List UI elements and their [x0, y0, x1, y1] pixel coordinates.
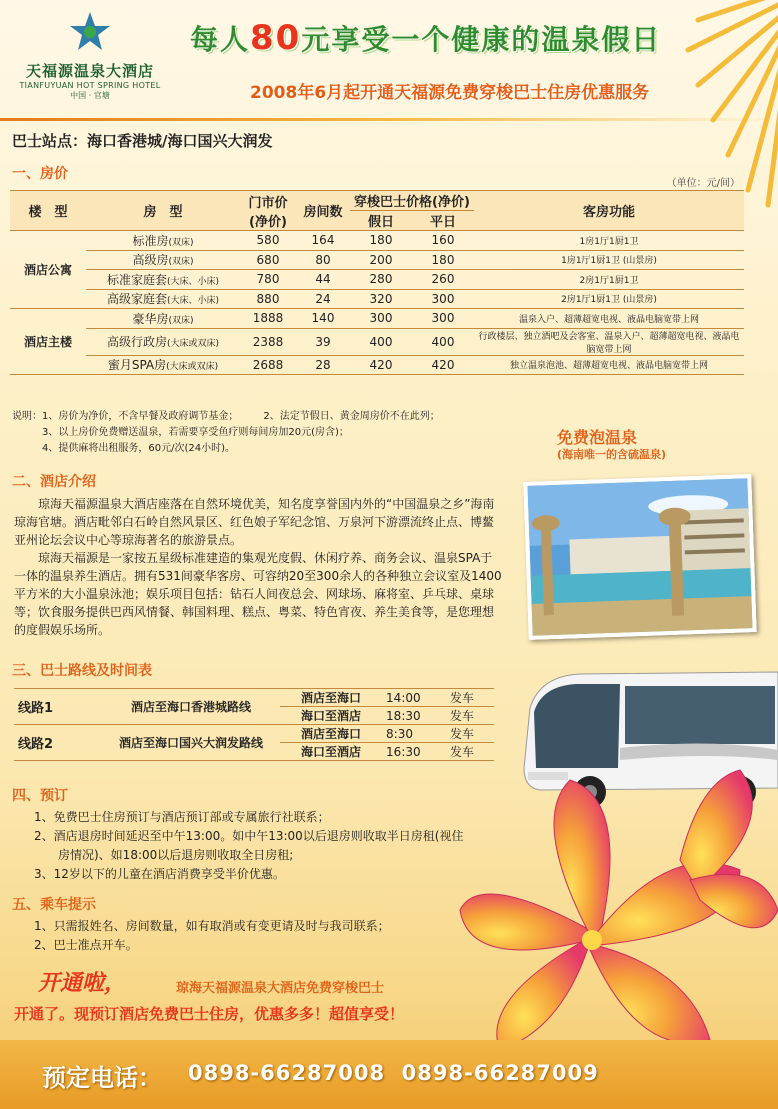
bed-note: (双床) — [168, 315, 194, 326]
booking-list — [34, 808, 464, 884]
bed-note: (大床、小床) — [166, 276, 220, 287]
phone-numbers[interactable]: 0898-66287008 0898-66287009 — [188, 1061, 599, 1085]
room-features: 行政楼层、独立酒吧及会客室、温泉入户、超薄超宽电视、液晶电脑宽带上网 — [474, 328, 744, 355]
room-type — [86, 270, 240, 290]
trip-time: 18:30 — [382, 707, 446, 725]
hotel-name-cn: 天福源温泉大酒店 — [25, 62, 154, 80]
room-name: 标准房 — [132, 233, 169, 248]
trip-time: 16:30 — [382, 743, 446, 761]
list-item: 3、12岁以下的儿童在酒店消费享受半价优惠。 — [34, 867, 285, 881]
room-name: 标准家庭套 — [106, 272, 167, 287]
bed-note: (双床) — [168, 237, 194, 248]
room-features: 1房1厅1厨1卫 (山景房) — [474, 250, 744, 270]
room-type — [86, 355, 240, 375]
holiday-price: 300 — [350, 309, 412, 329]
headline-suffix: 元享受一个健康的温泉假日 — [301, 23, 662, 56]
table-row — [10, 289, 744, 309]
header-rack: 门市价 (净价) — [240, 191, 296, 231]
price-table-body — [10, 231, 744, 375]
room-type — [86, 289, 240, 309]
section-title-tips: 五、乘车提示 — [12, 897, 96, 913]
bed-note: (大床、小床) — [166, 296, 220, 307]
room-type — [86, 250, 240, 270]
room-features: 2房1厅1厨1卫 — [474, 270, 744, 290]
trip-time: 8:30 — [382, 725, 446, 743]
table-row — [10, 328, 744, 355]
weekday-price: 180 — [412, 250, 474, 270]
promo-open-text: 开通啦， — [38, 970, 127, 996]
room-count: 140 — [296, 309, 350, 329]
hotel-intro — [14, 495, 504, 639]
section-title-intro: 二、酒店介绍 — [12, 474, 96, 490]
promo-line-1: 琼海天福源温泉大酒店免费穿梭巴士 — [176, 981, 385, 996]
room-name: 高级家庭套 — [106, 292, 167, 307]
header-count: 房间数 — [296, 191, 350, 231]
room-type — [86, 328, 240, 355]
room-features: 1房1厅1厨1卫 — [474, 231, 744, 251]
room-name: 高级房 — [132, 253, 169, 268]
header-features: 客房功能 — [474, 191, 744, 231]
trip-action: 发车 — [446, 743, 494, 761]
bed-note: (双床) — [168, 257, 194, 268]
note-line: 说明：1、房价为净价，不含早餐及政府调节基金； 2、法定节假日、黄金周房价不在此列； — [12, 411, 440, 422]
header-divider — [0, 118, 778, 121]
trip-action: 发车 — [446, 707, 494, 725]
bus-route: 酒店至海口香港城路线 — [102, 689, 280, 725]
price-table — [10, 190, 744, 375]
room-count: 80 — [296, 250, 350, 270]
hot-spring-title: 免费泡温泉 — [557, 428, 638, 447]
room-features: 2房1厅1厨1卫 (山景房) — [474, 289, 744, 309]
building-type: 酒店公寓 — [10, 231, 86, 309]
header-room: 房 型 — [86, 191, 240, 231]
trip-direction: 酒店至海口 — [280, 689, 382, 707]
headline-price: 80 — [250, 18, 302, 58]
room-name: 豪华房 — [132, 311, 169, 326]
list-item: 1、免费巴士住房预订与酒店预订部或专属旅行社联系； — [34, 810, 330, 824]
room-name: 蜜月SPA房 — [107, 358, 167, 373]
frangipani-flower-image — [440, 760, 778, 1060]
trip-action: 发车 — [446, 689, 494, 707]
trip-time: 14:00 — [382, 689, 446, 707]
price-unit: （单位：元/间） — [666, 178, 740, 189]
rack-price: 780 — [240, 270, 296, 290]
weekday-price: 300 — [412, 289, 474, 309]
header-holiday: 假日 — [350, 211, 412, 231]
note-line: 4、提供麻将出租服务，60元/次(24小时)。 — [12, 443, 235, 454]
header-building: 楼 型 — [10, 191, 86, 231]
intro-paragraph: 琼海天福源是一家按五星级标准建造的集观光度假、休闲疗养、商务会议、温泉SPA于一体的温泉养生酒店。拥有531间豪华客房、可容纳20至300余人的各种独立会议室及1400平方米的大小温泉泳池；娱乐项目包括：钻石人间夜总会、网球场、麻将室、乒乓球、桌球等；饮食服务提供巴西风情餐、韩国料理、糕点、粤菜、特色宵夜、养生美食等，是您理想的度假娱乐场所。 — [14, 551, 502, 637]
headline-prefix: 每人 — [190, 23, 251, 56]
tips-list — [34, 917, 464, 955]
table-row — [10, 270, 744, 290]
list-item: 2、酒店退房时间延迟至中午13:00。如中午13:00以后退房则收取半日房租(视住 — [34, 829, 464, 843]
header-shuttle: 穿梭巴士价格(净价) — [350, 191, 474, 211]
holiday-price: 320 — [350, 289, 412, 309]
subheadline: 2008年6月起开通天福源免费穿梭巴士住房优惠服务 — [250, 83, 650, 103]
room-features: 独立温泉泡池、超薄超宽电视、液晶电脑宽带上网 — [474, 355, 744, 375]
bed-note: (大床或双床) — [166, 339, 220, 349]
rack-price: 2688 — [240, 355, 296, 375]
price-notes — [12, 409, 440, 457]
list-item: 2、巴士准点开车。 — [34, 938, 138, 952]
table-row — [10, 231, 744, 251]
weekday-price: 300 — [412, 309, 474, 329]
holiday-price: 180 — [350, 231, 412, 251]
rack-price: 1888 — [240, 309, 296, 329]
table-row — [10, 250, 744, 270]
pool-photo — [523, 474, 756, 640]
section-title-price: 一、房价 — [12, 166, 68, 182]
list-item: 房情况)、如18:00以后退房则收取全日房租; — [34, 848, 294, 862]
weekday-price: 420 — [412, 355, 474, 375]
building-type: 酒店主楼 — [10, 309, 86, 375]
trip-action: 发车 — [446, 725, 494, 743]
holiday-price: 280 — [350, 270, 412, 290]
headline — [190, 18, 661, 58]
holiday-price: 420 — [350, 355, 412, 375]
weekday-price: 160 — [412, 231, 474, 251]
room-count: 164 — [296, 231, 350, 251]
bus-line: 线路2 — [14, 725, 102, 761]
section-title-bus: 三、巴士路线及时间表 — [12, 663, 152, 679]
rack-price: 580 — [240, 231, 296, 251]
trip-direction: 海口至酒店 — [280, 707, 382, 725]
note-line: 3、以上房价免费赠送温泉，若需要享受鱼疗则每间房加20元(房含)； — [12, 427, 349, 438]
table-row — [14, 725, 494, 743]
phone-label: 预定电话： — [42, 1064, 162, 1092]
bus-stops: 巴士站点：海口香港城/海口国兴大润发 — [12, 132, 273, 150]
hotel-location: 中国 · 官塘 — [70, 91, 110, 100]
hot-spring-subtitle: (海南唯一的含硫温泉) — [557, 448, 667, 461]
rack-price: 680 — [240, 250, 296, 270]
room-count: 39 — [296, 328, 350, 355]
bed-note: (大床或双床) — [166, 362, 219, 373]
star-logo-icon — [68, 10, 112, 54]
header-weekday: 平日 — [412, 211, 474, 231]
section-title-booking: 四、预订 — [12, 788, 68, 804]
room-type — [86, 309, 240, 329]
list-item: 1、只需报姓名、房间数量，如有取消或有变更请及时与我司联系； — [34, 919, 390, 933]
hotel-name-en: TIANFUYUAN HOT SPRING HOTEL — [19, 81, 161, 90]
trip-direction: 酒店至海口 — [280, 725, 382, 743]
bus-schedule-table — [14, 688, 494, 761]
rack-price: 880 — [240, 289, 296, 309]
room-type — [86, 231, 240, 251]
table-row — [14, 689, 494, 707]
bus-route: 酒店至海口国兴大润发路线 — [102, 725, 280, 761]
room-features: 温泉入户、超薄超宽电视、液晶电脑宽带上网 — [474, 309, 744, 329]
room-count: 44 — [296, 270, 350, 290]
room-name: 高级行政房 — [106, 335, 167, 349]
promo-line-2: 开通了。现预订酒店免费巴士住房，优惠多多！超值享受！ — [14, 1005, 405, 1023]
table-row — [10, 355, 744, 375]
hotel-logo — [10, 10, 170, 100]
weekday-price: 400 — [412, 328, 474, 355]
rack-price: 2388 — [240, 328, 296, 355]
room-count: 24 — [296, 289, 350, 309]
holiday-price: 400 — [350, 328, 412, 355]
bus-line: 线路1 — [14, 689, 102, 725]
room-count: 28 — [296, 355, 350, 375]
intro-paragraph: 琼海天福源温泉大酒店座落在自然环境优美，知名度享誉国内外的“中国温泉之乡”海南琼海官塘。酒店毗邻白石岭自然风景区、红色娘子军纪念馆、万泉河下游漂流终止点、博鳌亚州论坛会议中心等琼海著名的旅游景点。 — [14, 497, 495, 547]
table-row — [10, 309, 744, 329]
trip-direction: 海口至酒店 — [280, 743, 382, 761]
holiday-price: 200 — [350, 250, 412, 270]
weekday-price: 260 — [412, 270, 474, 290]
